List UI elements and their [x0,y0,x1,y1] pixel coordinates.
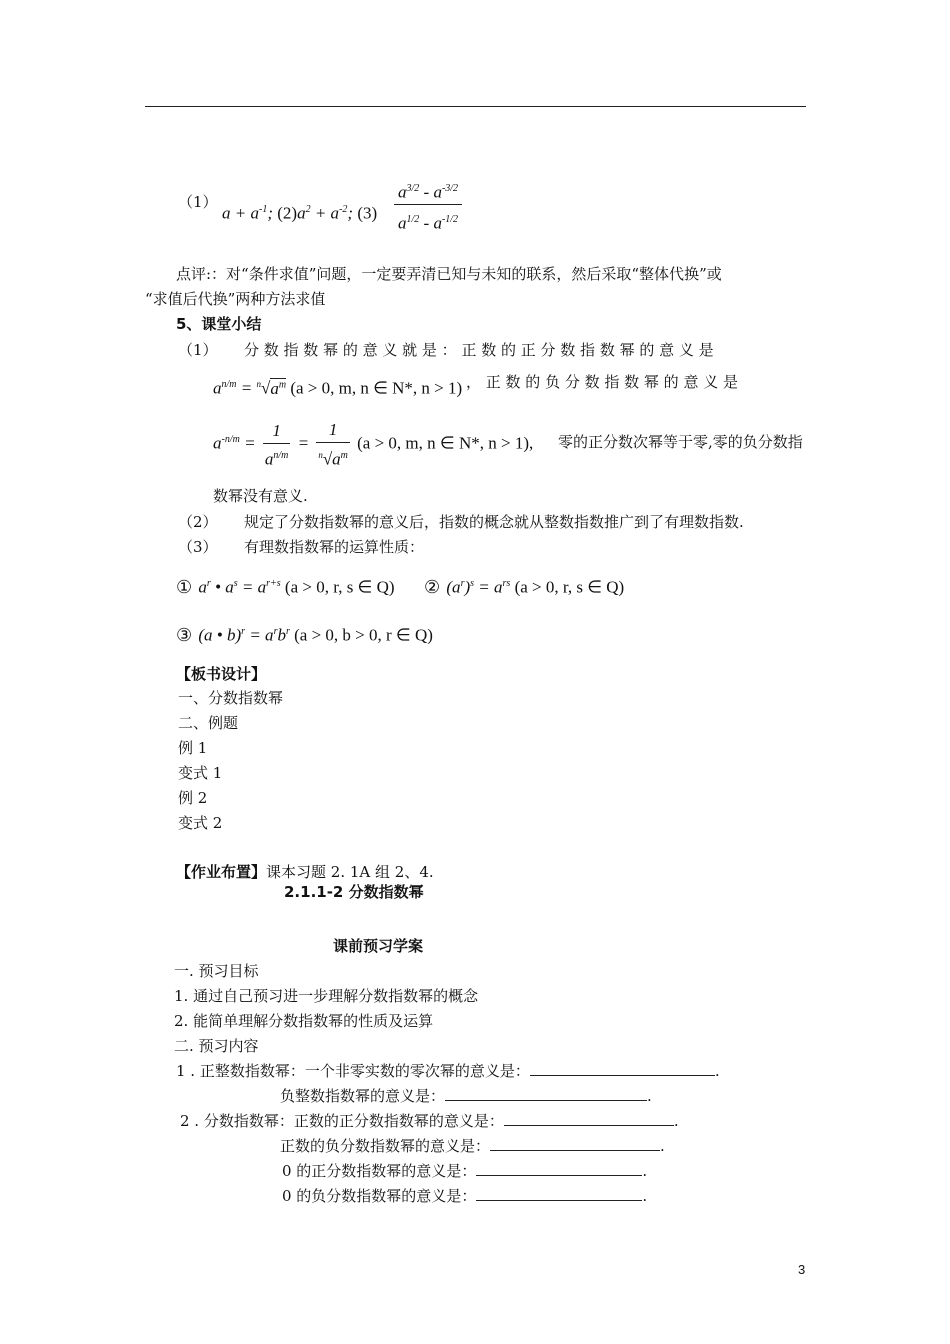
summary-item2-label: （2） [178,513,218,531]
exercise-label: （1） [178,193,218,211]
question-2: 2 . 分数指数幂：正数的正分数指数幂的意义是： . [180,1112,679,1130]
summary-item1-text4: 数幂没有意义. [213,487,308,505]
preview-part2: 二. 预习内容 [174,1037,259,1055]
answer-blank[interactable] [530,1061,715,1076]
answer-blank[interactable] [445,1086,647,1101]
summary-item1-label: （1） [178,341,218,359]
section-title: 2.1.1-2 分数指数幂 [284,883,424,901]
board-item: 二、例题 [178,714,239,732]
rule-1: ① $a^r$ • $a^s = a^{r+s}$ (a > 0, r, s ∈ Q) [176,576,395,597]
summary-item1-text: 分 数 指 数 幂 的 意 义 就 是 ： 正 数 的 正 分 数 指 数 幂 的 意 义 是 [244,341,714,359]
board-item: 一、分数指数幂 [178,689,284,707]
summary-formula-negative: $a^{-n/m}$ = $\frac{1}{a^{n/m}}$ = $\frac{1}{^n√a^m}$ (a > 0, m, n ∈ N*, n > 1), [213,418,533,472]
summary-item3-text: 有理数指数幂的运算性质： [244,538,425,556]
question-1: 1 . 正整数指数幂：一个非零实数的零次幂的意义是： . [176,1062,720,1080]
summary-item2-text: 规定了分数指数幂的意义后，指数的概念就从整数指数推广到了有理数指数. [244,513,744,531]
section-subtitle: 课前预习学案 [333,937,424,955]
summary-formula-positive: $a^{n/m} = ^n√a^m$ (a > 0, m, n ∈ N*, n > 1) [213,378,463,398]
answer-blank[interactable] [504,1111,674,1126]
preview-part1: 一. 预习目标 [174,962,259,980]
rule-3: ③ (a • $b)^r = a^rb^r$ (a > 0, b > 0, r ∈ Q) [176,624,433,645]
question-1b: 负整数指数幂的意义是： . [280,1087,652,1105]
summary-item1-text3: 零的正分数次幂等于零,零的负分数指 [558,433,803,451]
preview-goal2: 2. 能简单理解分数指数幂的性质及运算 [174,1012,434,1030]
answer-blank[interactable] [476,1186,642,1201]
exercise-expression: $a + a^{-1}$; $(2)a^2 + a^{-2}$; (3) [222,203,378,223]
question-2c: 0 的正分数指数幂的意义是： . [282,1162,648,1180]
question-2d: 0 的负分数指数幂的意义是： . [282,1187,648,1205]
board-item: 例 2 [178,789,208,807]
comment-line-1: 点评:：对“条件求值”问题，一定要弄清已知与未知的联系，然后采取“整体代换”或 [176,265,722,283]
answer-blank[interactable] [490,1136,660,1151]
board-item: 变式 2 [178,814,223,832]
header-rule [145,106,806,107]
preview-goal1: 1. 通过自己预习进一步理解分数指数幂的概念 [174,987,479,1005]
comment-line-2: “求值后代换”两种方法求值 [145,290,326,308]
exercise-fraction: $a^{3/2} - a^{-3/2}$ $a^{1/2} - a^{-1/2}$ [394,178,462,234]
rule-2: ② $(a^r)^s = a^{rs}$ (a > 0, r, s ∈ Q) [424,576,625,597]
board-item: 例 1 [178,739,208,757]
question-2b: 正数的负分数指数幂的意义是： . [280,1137,665,1155]
homework-line: 【作业布置】课本习题 2. 1A 组 2、4. [176,863,434,881]
answer-blank[interactable] [476,1161,642,1176]
board-item: 变式 1 [178,764,223,782]
summary-item3-label: （3） [178,538,218,556]
board-heading: 【板书设计】 [176,665,267,683]
summary-item1-text2: ， 正 数 的 负 分 数 指 数 幂 的 意 义 是 [466,373,738,391]
page-number: 3 [798,1262,806,1277]
summary-heading: 5、课堂小结 [176,315,262,333]
